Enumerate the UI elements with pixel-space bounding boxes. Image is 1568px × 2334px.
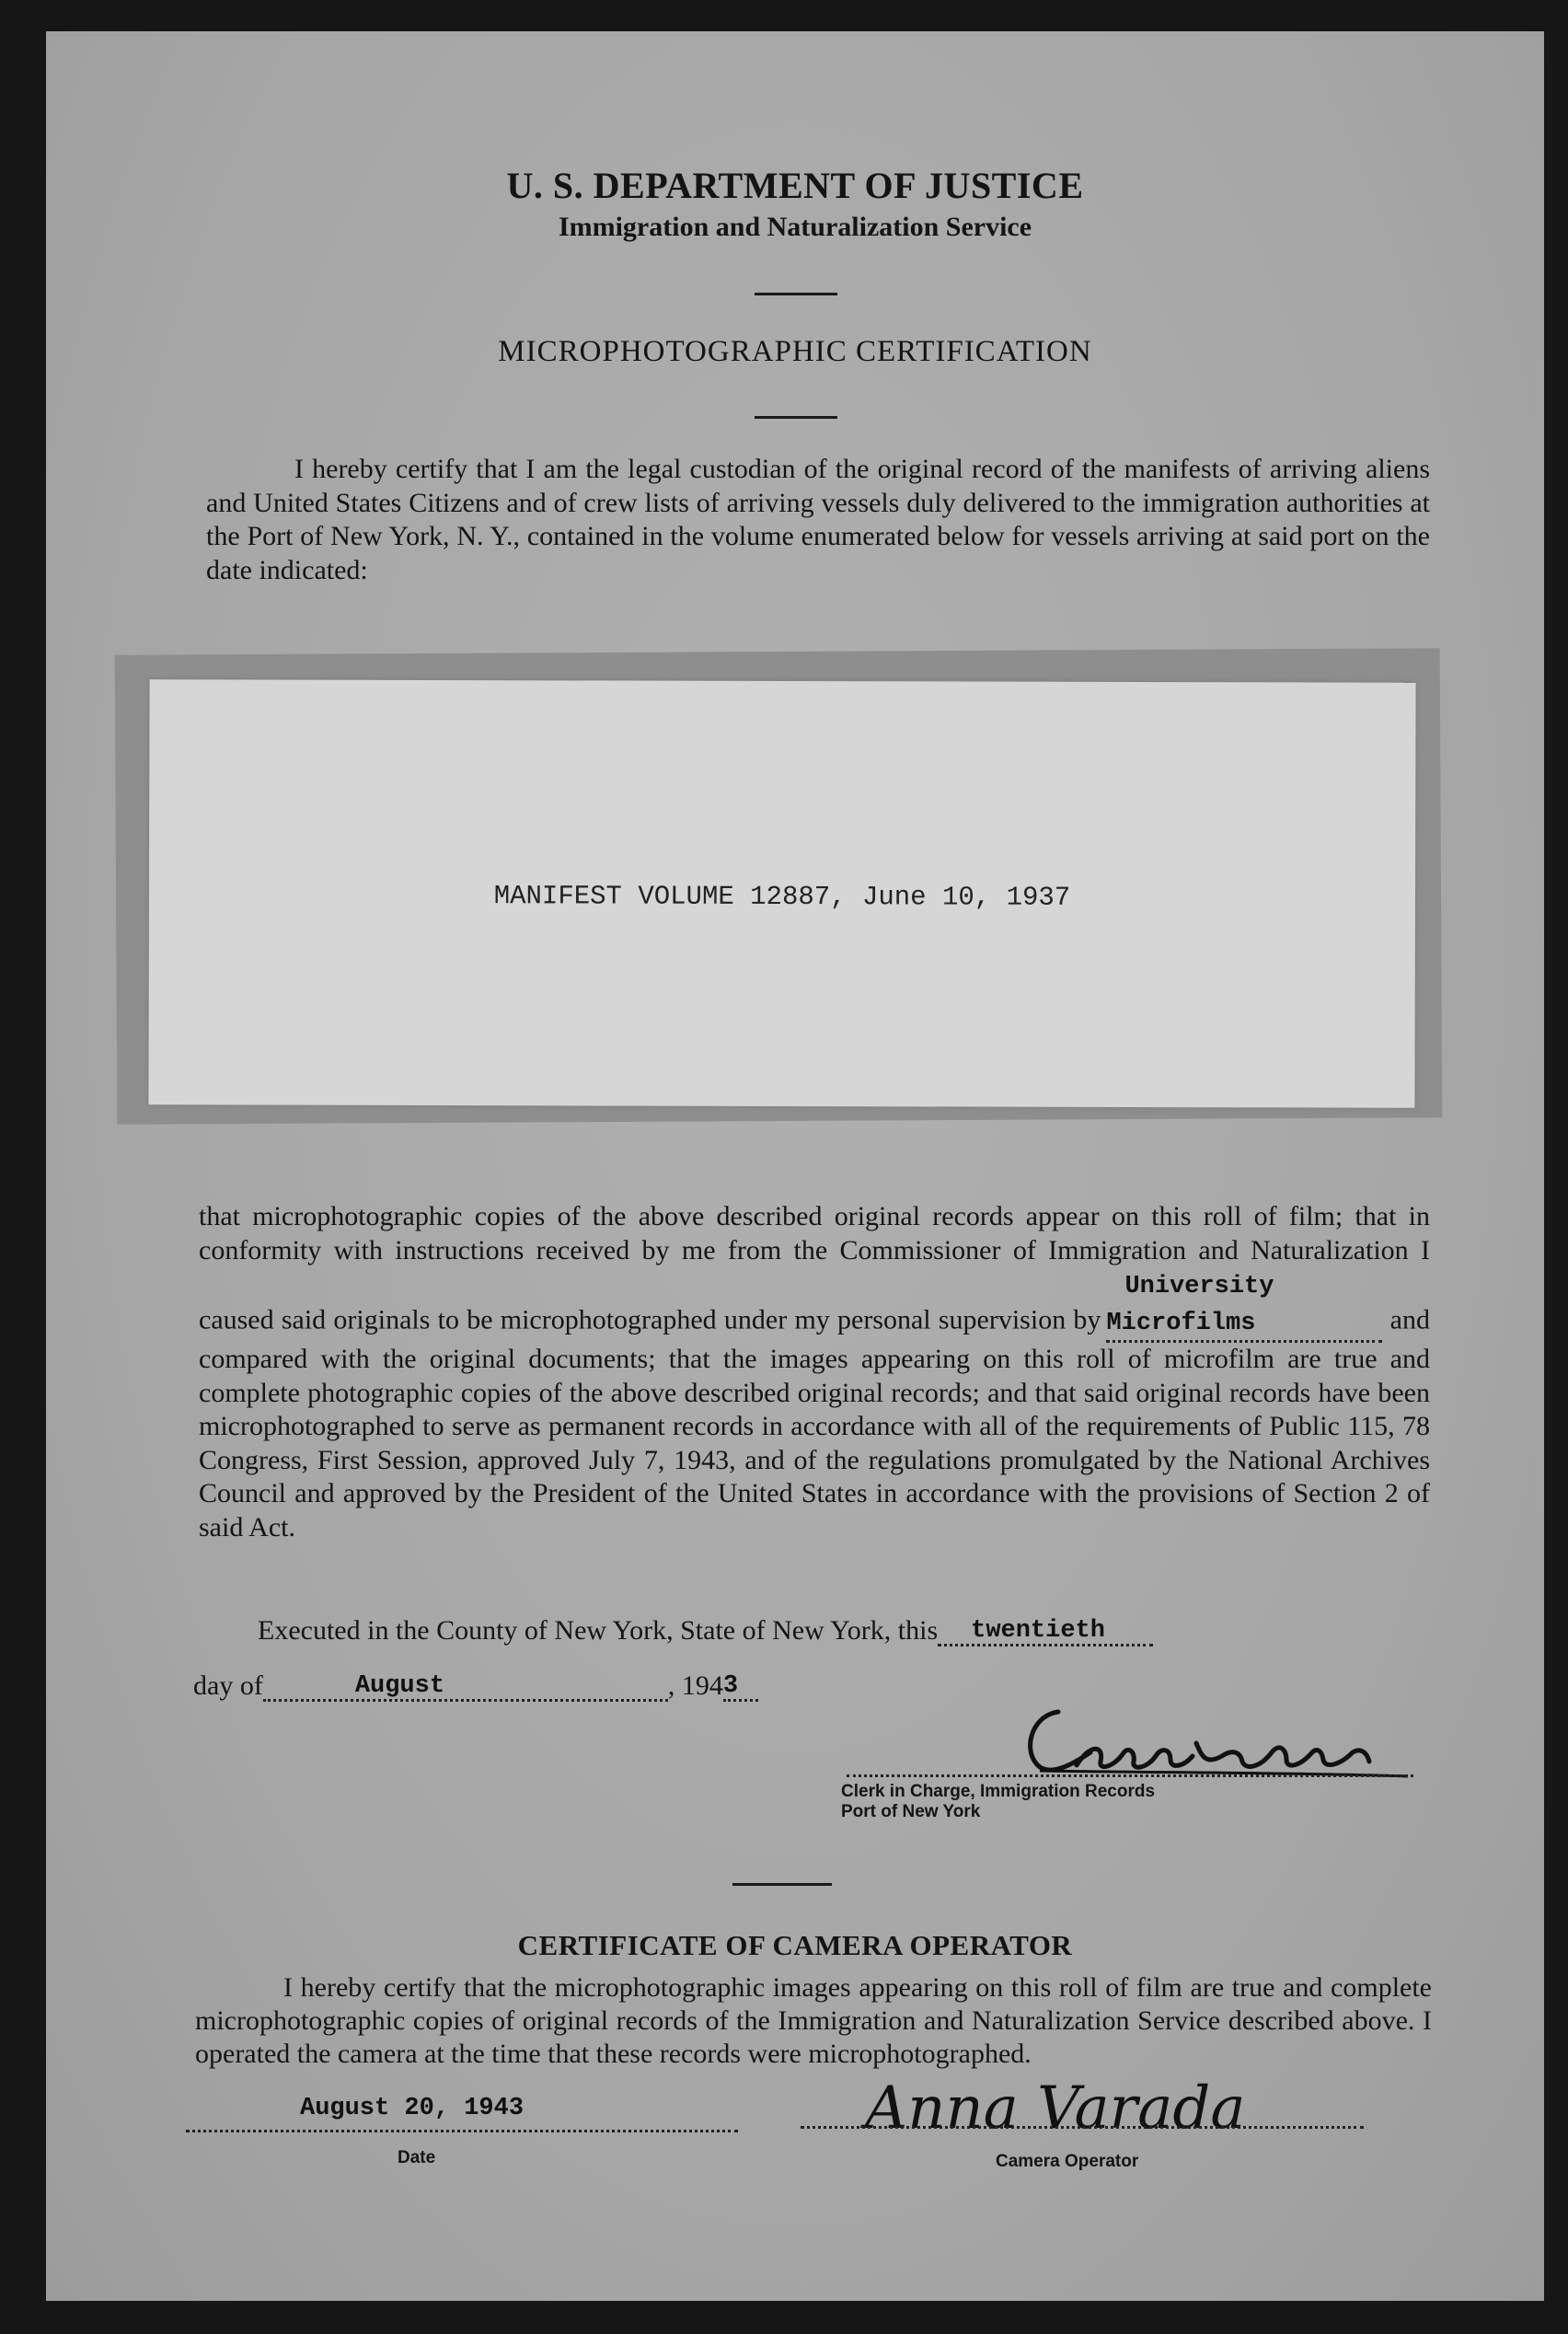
- volume-card: [148, 679, 1415, 1108]
- operator-signature: [847, 2073, 1417, 2146]
- year-prefix: , 194: [667, 1670, 723, 1701]
- form-title: MICROPHOTOGRAPHIC CERTIFICATION: [498, 335, 1092, 368]
- certification-body: [199, 1200, 1430, 1544]
- supervisor-value: University Microfilms: [1106, 1273, 1274, 1337]
- execution-line: [258, 1612, 1153, 1647]
- day-of-line: [193, 1668, 758, 1702]
- year-digit: 3: [722, 1672, 739, 1700]
- day-value: twentieth: [971, 1617, 1105, 1645]
- clerk-signature-line: [847, 1773, 1413, 1777]
- supervisor-field: [1106, 1267, 1382, 1343]
- intro-paragraph: I hereby certify that I am the legal custodian of the original record of the manifests of arriving aliens and United States Citizens and of crew lists of arriving vessels duly delivered to the immigration authorities at the Port of New York, N. Y., contained in the volume enumerated below for vessels arriving at said port on the date indicated:: [206, 454, 1430, 585]
- month-value: August: [354, 1672, 445, 1700]
- body-part1: that microphotographic copies of the above described original records appear on this roll of film; that in conformity with instructions received by me from the Commissioner of Immigration and Naturalization I caused said originals to be microphotographed under my personal supervision by: [199, 1201, 1430, 1335]
- clerk-title-line2: Port of New York: [841, 1802, 981, 1821]
- department-heading: U. S. DEPARTMENT OF JUSTICE: [506, 165, 1084, 206]
- manifest-volume-text: MANIFEST VOLUME 12887, June 10, 1937: [493, 881, 1071, 913]
- date-field: [186, 2093, 738, 2132]
- clerk-title: [841, 1782, 1155, 1822]
- month-field: [263, 1668, 668, 1702]
- operator-signature-line: [801, 2117, 1364, 2129]
- service-subheading: Immigration and Naturalization Service: [558, 212, 1032, 242]
- operator-signature-text: Anna Varada: [865, 2074, 1246, 2143]
- operator-label: Camera Operator: [996, 2152, 1139, 2171]
- divider-title: [755, 416, 837, 419]
- certificate-page: [46, 31, 1544, 2301]
- camera-paragraph: I hereby certify that the microphotographic images appearing on this roll of film are true and complete microphotographic copies of original records of the Immigration and Naturalization Service described above. I operated the camera at the time that these records were microphotographed.: [195, 1972, 1432, 2069]
- date-value: August 20, 1943: [300, 2095, 525, 2122]
- divider-camera: [732, 1883, 832, 1886]
- year-field: [723, 1668, 758, 1702]
- body-part2: and compared with the original documents; that the images appearing on this roll of microfilm are true and complete photographic copies of the above described original records; and that said original records have been microphotographed to serve as permanent records in accordance with all of the requirements of Public 115, 78 Congress, First Session, approved July 7, 1943, and of the regulations promulgated by the National Archives Council and approved by the President of the United States in accordance with the provisions of Section 2 of said Act.: [199, 1304, 1430, 1543]
- divider-top: [755, 293, 837, 295]
- clerk-title-line1: Clerk in Charge, Immigration Records: [841, 1782, 1156, 1801]
- camera-heading: CERTIFICATE OF CAMERA OPERATOR: [517, 1929, 1073, 1961]
- day-field: [938, 1612, 1153, 1647]
- execution-prefix: Executed in the County of New York, State of New York, this: [258, 1615, 939, 1646]
- date-label: Date: [398, 2148, 436, 2167]
- day-of-label: day of: [193, 1670, 263, 1701]
